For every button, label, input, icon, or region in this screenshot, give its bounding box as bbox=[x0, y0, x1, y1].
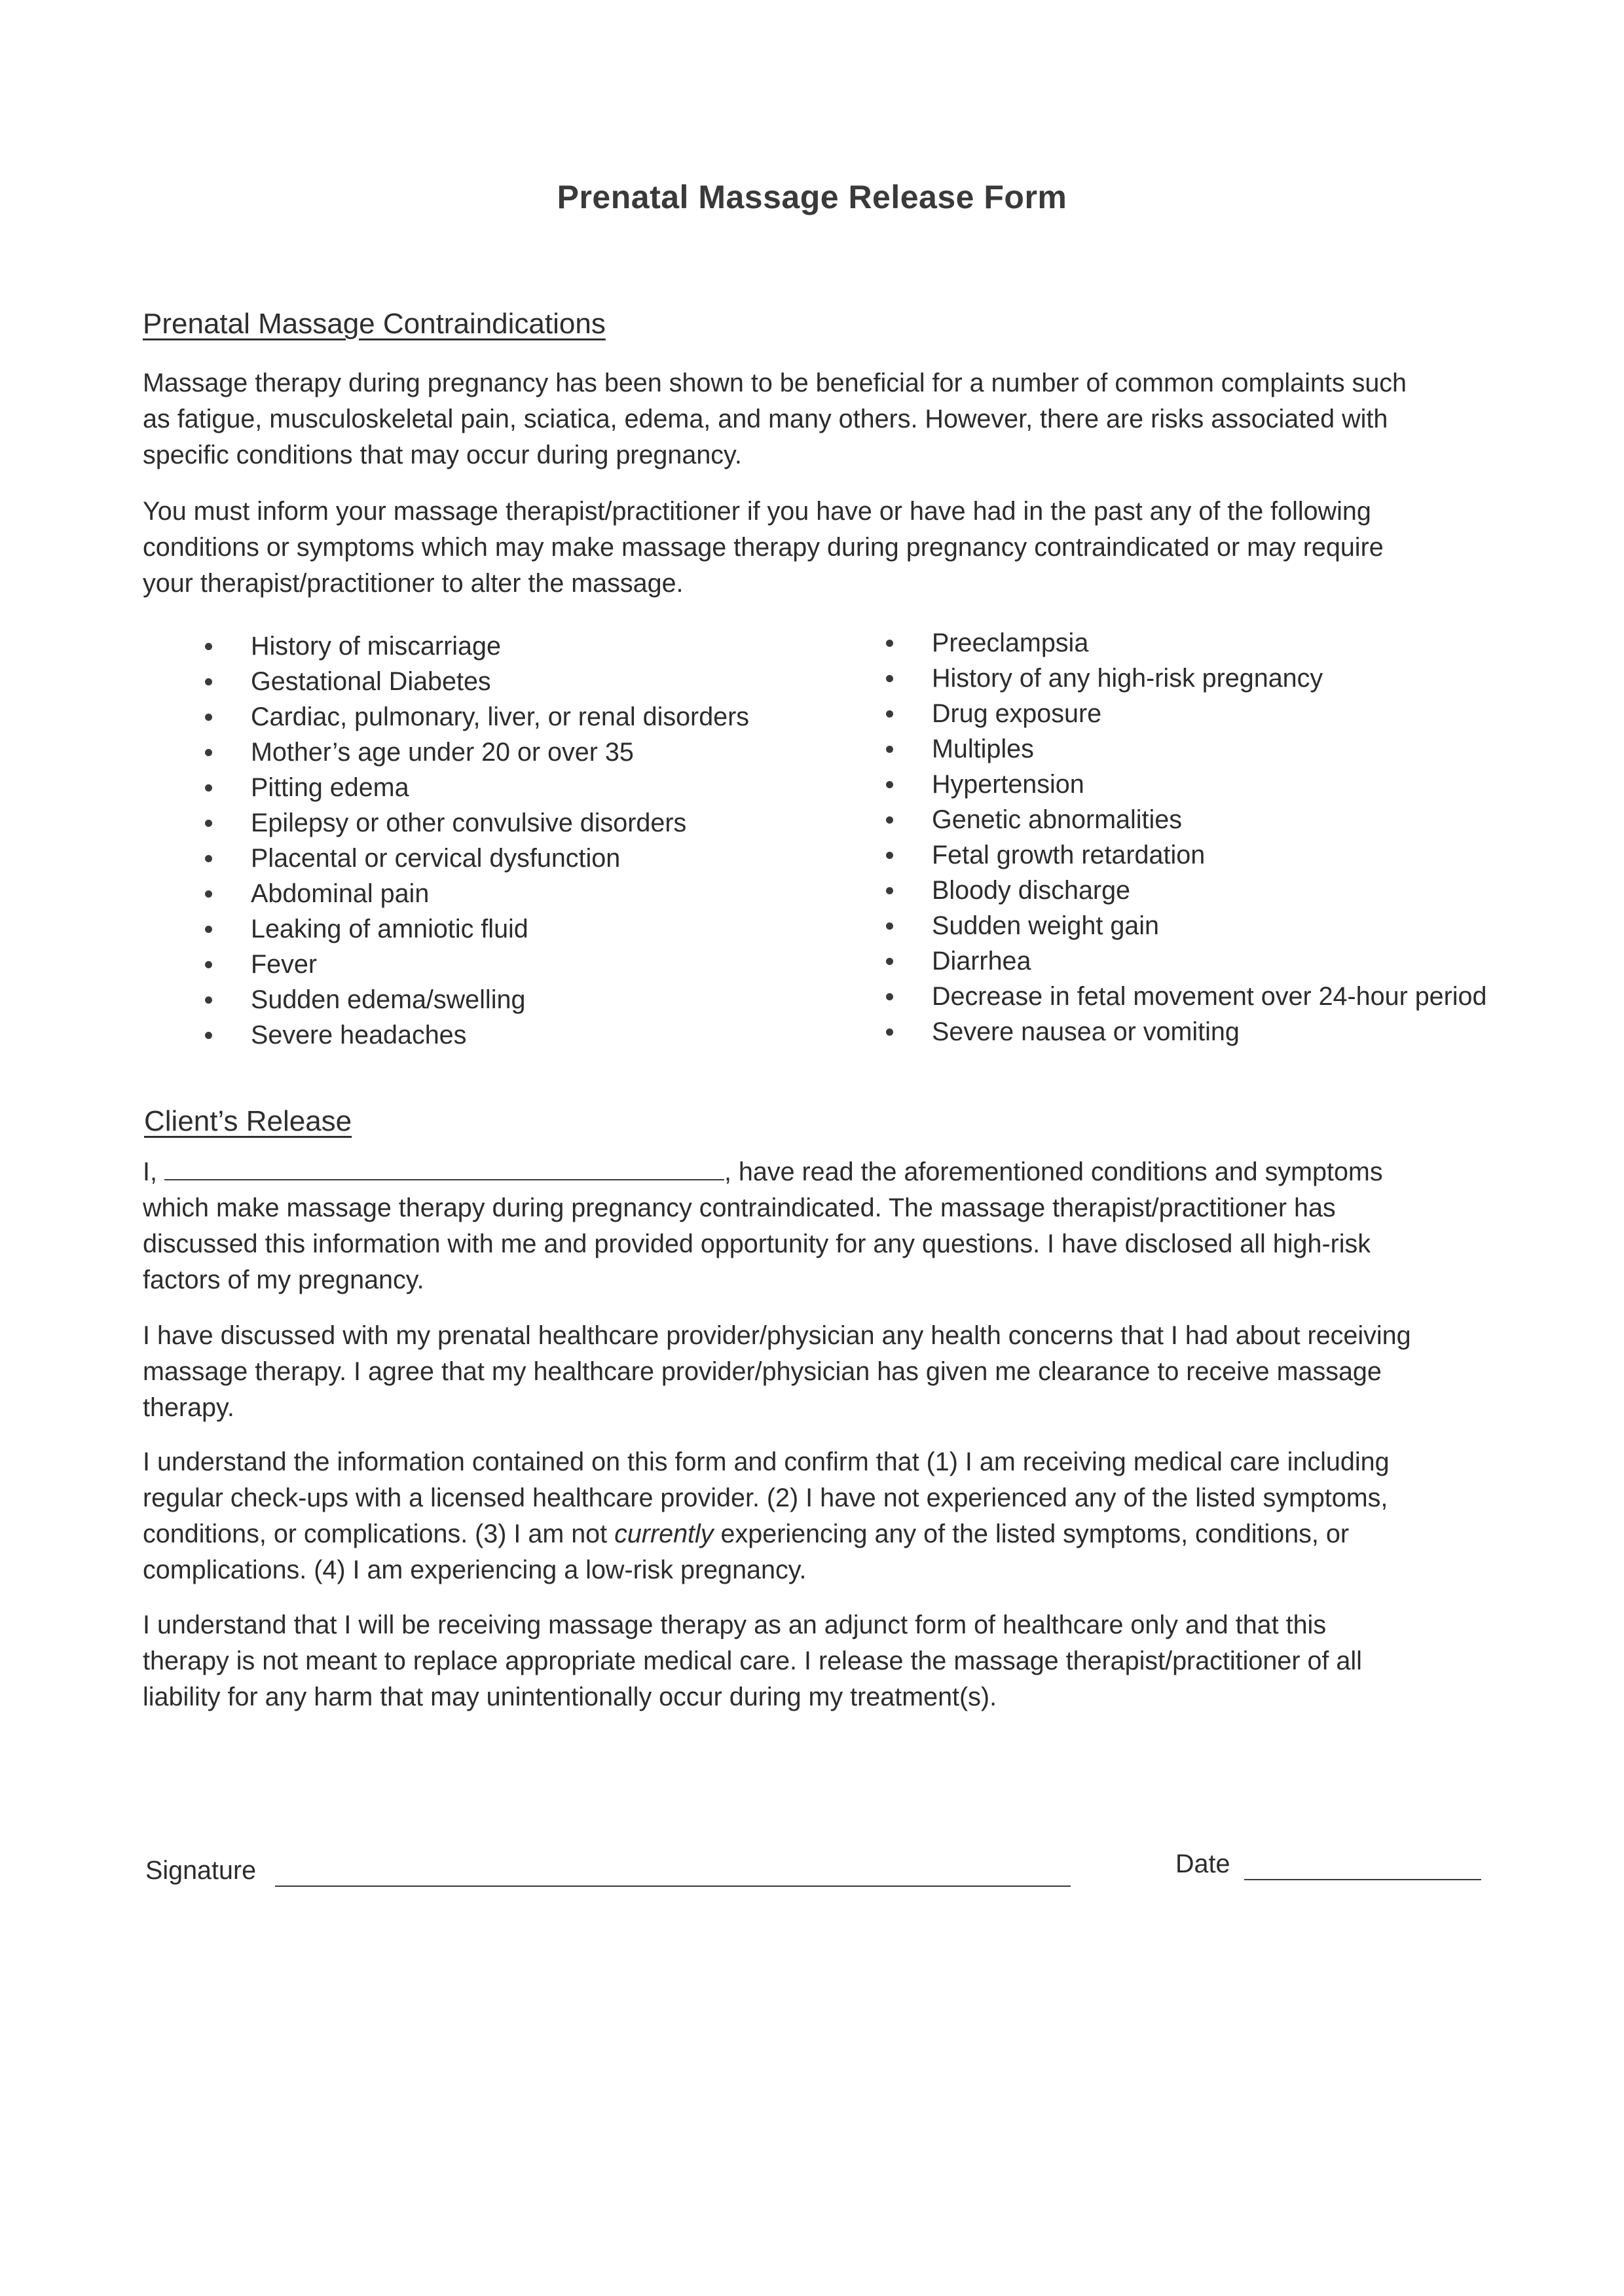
signature-label: Signature bbox=[145, 1856, 257, 1885]
contraindications-list-left bbox=[251, 629, 749, 1053]
release-line: factors of my pregnancy. bbox=[143, 1266, 424, 1294]
bullet-icon bbox=[886, 922, 893, 930]
release-paragraph-4 bbox=[143, 1607, 1570, 1715]
list-item: Sudden edema/swelling bbox=[251, 982, 749, 1017]
bullet-icon bbox=[886, 1029, 893, 1036]
release-paragraph-2 bbox=[143, 1318, 1570, 1426]
release-line: liability for any harm that may unintentionally occur during my treatment(s). bbox=[143, 1683, 997, 1711]
bullet-icon bbox=[205, 784, 212, 792]
release-line: discussed this information with me and provided opportunity for any questions. I have disclosed all high-risk bbox=[143, 1230, 1371, 1258]
bullet-icon bbox=[886, 675, 893, 682]
list-item: History of miscarriage bbox=[251, 629, 749, 664]
list-item: Abdominal pain bbox=[251, 876, 749, 911]
bullet-icon bbox=[886, 993, 893, 1000]
bullet-icon bbox=[205, 643, 212, 650]
inform-line: your therapist/practitioner to alter the massage. bbox=[143, 569, 684, 598]
bullet-icon bbox=[205, 678, 212, 685]
release-paragraph-3 bbox=[143, 1444, 1570, 1588]
bullet-icon bbox=[205, 890, 212, 898]
release-line: which make massage therapy during pregnancy contraindicated. The massage therapist/practitioner has bbox=[143, 1194, 1336, 1222]
intro-line: specific conditions that may occur during pregnancy. bbox=[143, 441, 742, 469]
list-item: Leaking of amniotic fluid bbox=[251, 911, 749, 947]
bullet-icon bbox=[205, 749, 212, 756]
bullet-icon bbox=[205, 996, 212, 1004]
release-line: complications. (4) I am experiencing a low-risk pregnancy. bbox=[143, 1556, 807, 1584]
list-item: Severe nausea or vomiting bbox=[932, 1014, 1487, 1049]
inform-line: conditions or symptoms which may make massage therapy during pregnancy contraindicated or may require bbox=[143, 533, 1384, 562]
list-item: Fetal growth retardation bbox=[932, 837, 1487, 873]
bullet-icon bbox=[205, 855, 212, 862]
release-paragraph-1 bbox=[143, 1154, 1570, 1298]
list-item: Decrease in fetal movement over 24-hour period bbox=[932, 979, 1487, 1014]
release-line: massage therapy. I agree that my healthcare provider/physician has given me clearance to receive massage bbox=[143, 1357, 1382, 1386]
list-item: Genetic abnormalities bbox=[932, 802, 1487, 837]
intro-line: as fatigue, musculoskeletal pain, sciatica, edema, and many others. However, there are risks associated with bbox=[143, 405, 1388, 433]
release-heading: Client’s Release bbox=[144, 1105, 352, 1137]
list-item: History of any high-risk pregnancy bbox=[932, 661, 1487, 696]
bullet-icon bbox=[886, 852, 893, 859]
client-name-field[interactable] bbox=[164, 1159, 724, 1180]
intro-paragraph bbox=[143, 365, 1570, 473]
list-item: Sudden weight gain bbox=[932, 908, 1487, 943]
list-item: Diarrhea bbox=[932, 943, 1487, 979]
release-line: I, , have read the aforementioned conditions and symptoms bbox=[143, 1157, 1383, 1186]
bullet-icon bbox=[205, 820, 212, 827]
list-item: Hypertension bbox=[932, 767, 1487, 802]
bullet-icon bbox=[886, 746, 893, 753]
bullet-icon bbox=[205, 714, 212, 721]
list-item: Drug exposure bbox=[932, 696, 1487, 731]
release-line: therapy. bbox=[143, 1393, 234, 1422]
contraindications-list-right bbox=[932, 625, 1487, 1049]
list-item: Placental or cervical dysfunction bbox=[251, 841, 749, 876]
bullet-icon bbox=[886, 640, 893, 647]
list-item: Pitting edema bbox=[251, 770, 749, 805]
list-item: Mother’s age under 20 or over 35 bbox=[251, 735, 749, 770]
bullet-icon bbox=[205, 961, 212, 968]
release-line: I have discussed with my prenatal healthcare provider/physician any health concerns that I had about receiving bbox=[143, 1321, 1411, 1350]
bullet-icon bbox=[886, 887, 893, 894]
release-line: therapy is not meant to replace appropriate medical care. I release the massage therapist/practitioner of all bbox=[143, 1647, 1362, 1675]
date-label: Date bbox=[1175, 1850, 1230, 1878]
release-line: I understand the information contained on this form and confirm that (1) I am receiving medical care including bbox=[143, 1448, 1390, 1476]
bullet-icon bbox=[886, 710, 893, 718]
list-item: Cardiac, pulmonary, liver, or renal disorders bbox=[251, 699, 749, 735]
intro-line: Massage therapy during pregnancy has been shown to be beneficial for a number of common complaints such bbox=[143, 369, 1407, 397]
list-item: Multiples bbox=[932, 731, 1487, 767]
date-field[interactable] bbox=[1244, 1879, 1481, 1880]
list-item: Fever bbox=[251, 947, 749, 982]
list-item: Preeclampsia bbox=[932, 625, 1487, 661]
list-item: Bloody discharge bbox=[932, 873, 1487, 908]
bullet-icon bbox=[886, 816, 893, 824]
bullet-icon bbox=[886, 958, 893, 965]
list-item: Epilepsy or other convulsive disorders bbox=[251, 805, 749, 841]
inform-line: You must inform your massage therapist/practitioner if you have or have had in the past any of the following bbox=[143, 497, 1371, 526]
page-title: Prenatal Massage Release Form bbox=[557, 179, 1067, 215]
release-line: regular check-ups with a licensed healthcare provider. (2) I have not experienced any of the listed symptoms, bbox=[143, 1484, 1388, 1512]
bullet-icon bbox=[205, 926, 212, 933]
bullet-icon bbox=[886, 781, 893, 788]
bullet-icon bbox=[205, 1032, 212, 1039]
release-line: I understand that I will be receiving massage therapy as an adjunct form of healthcare only and that this bbox=[143, 1611, 1327, 1639]
inform-paragraph bbox=[143, 494, 1570, 602]
signature-field[interactable] bbox=[275, 1886, 1071, 1887]
list-item: Severe headaches bbox=[251, 1017, 749, 1053]
list-item: Gestational Diabetes bbox=[251, 664, 749, 699]
contraindications-heading: Prenatal Massage Contraindications bbox=[143, 308, 606, 340]
release-line: conditions, or complications. (3) I am not currently experiencing any of the listed symptoms, conditions, or bbox=[143, 1520, 1349, 1548]
